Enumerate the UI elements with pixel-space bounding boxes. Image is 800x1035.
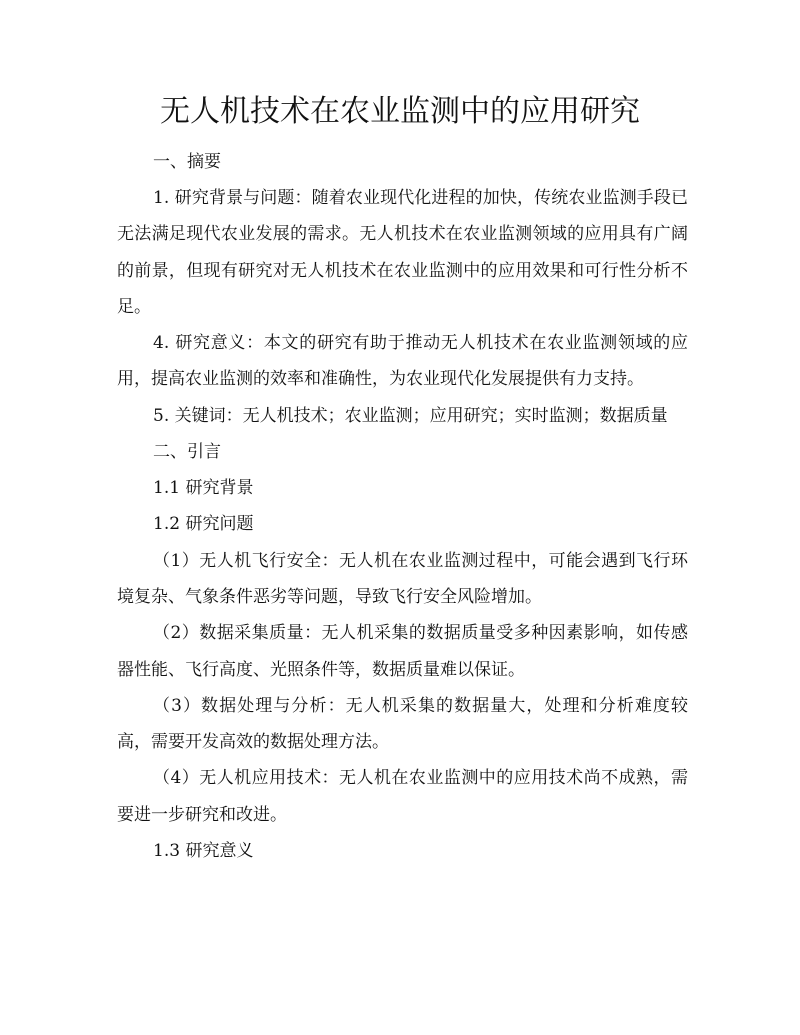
problem-item: （3）数据处理与分析：无人机采集的数据量大，处理和分析难度较高，需要开发高效的数据处理方法。: [117, 695, 688, 753]
abstract-keywords: 5. 关键词：无人机技术；农业监测；应用研究；实时监测；数据质量: [153, 405, 668, 426]
problem-item: （4）无人机应用技术：无人机在农业监测中的应用技术尚不成熟，需要进一步研究和改进。: [117, 768, 688, 825]
subsection-heading: 1.1 研究背景: [153, 478, 254, 499]
problem-item: （1）无人机飞行安全：无人机在农业监测过程中，可能会遇到飞行环境复杂、气象条件恶劣等问题，导致飞行安全风险增加。: [117, 550, 688, 607]
section-heading-introduction: 二、引言: [153, 442, 221, 463]
abstract-paragraph: 4. 研究意义：本文的研究有助于推动无人机技术在农业监测领域的应用，提高农业监测的效率和准确性，为农业现代化发展提供有力支持。: [117, 333, 688, 390]
section-heading-abstract: 一、摘要: [153, 152, 221, 172]
subsection-heading: 1.2 研究问题: [153, 514, 254, 535]
page-title: 无人机技术在农业监测中的应用研究: [160, 94, 640, 129]
document-body: [117, 144, 688, 869]
abstract-paragraph: 1. 研究背景与问题：随着农业现代化进程的加快，传统农业监测手段已无法满足现代农业发展的需求。无人机技术在农业监测领域的应用具有广阔的前景，但现有研究对无人机技术在农业监测中的应用效果和可行性分析不足。: [117, 188, 688, 317]
subsection-heading: 1.3 研究意义: [153, 841, 254, 862]
problem-item: （2）数据采集质量：无人机采集的数据质量受多种因素影响，如传感器性能、飞行高度、光照条件等，数据质量难以保证。: [117, 623, 688, 680]
